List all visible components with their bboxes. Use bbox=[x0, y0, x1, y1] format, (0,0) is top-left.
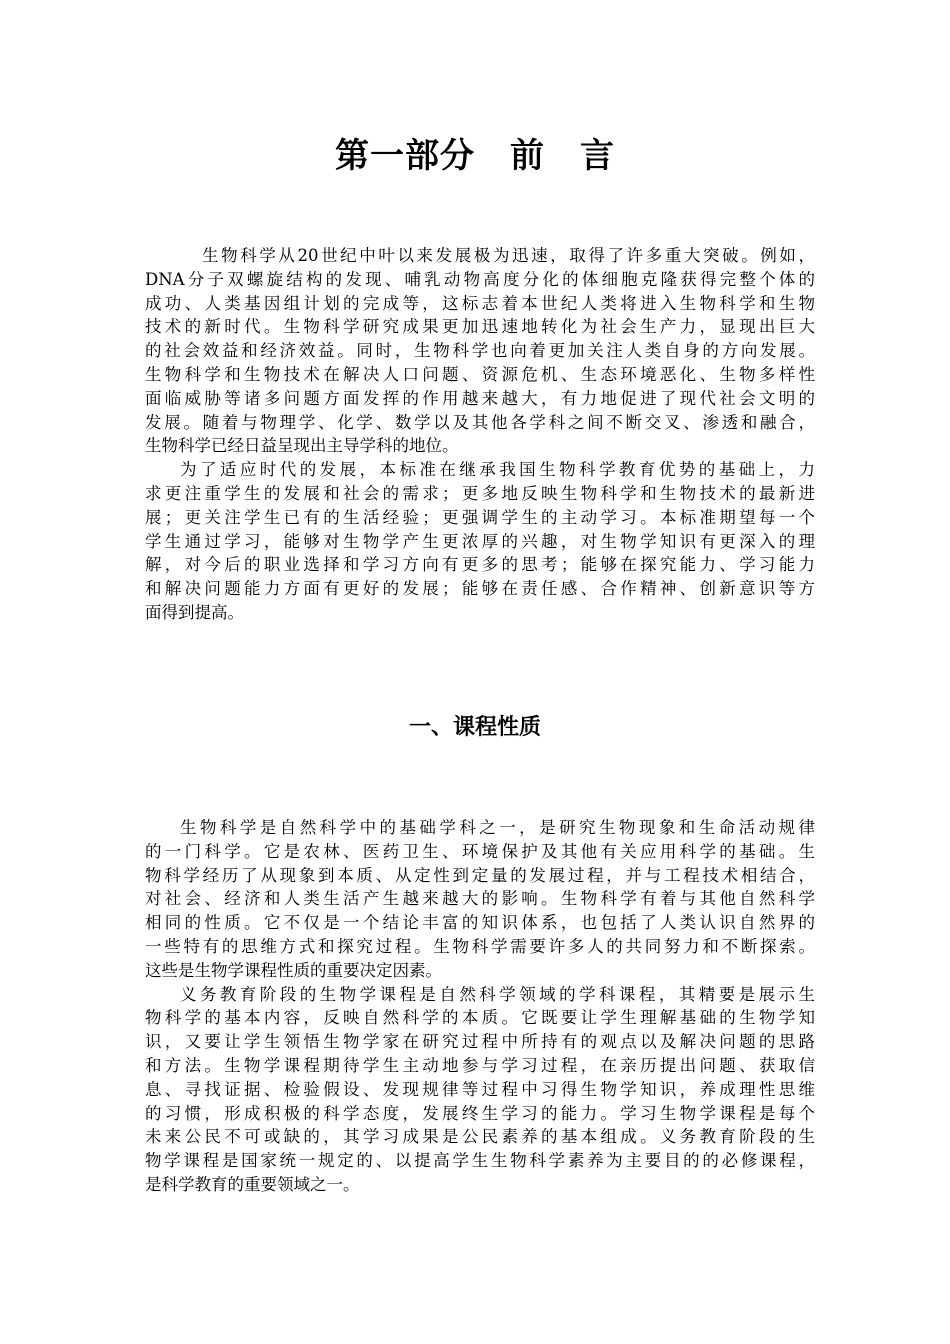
text-line: 技术的新时代。生物科学研究成果更加迅速地转化为社会生产力，显现出巨大 bbox=[145, 317, 815, 337]
text-line: 面得到提高。 bbox=[145, 602, 244, 622]
text-line: 相同的性质。它不仅是一个结论丰富的知识体系，也包括了人类认识自然界的 bbox=[145, 913, 815, 933]
text-line: 息、寻找证据、检验假设、发现规律等过程中习得生物学知识，养成理性思维 bbox=[145, 1079, 815, 1099]
text-line: 对社会、经济和人类生活产生越来越大的影响。生物科学有着与其他自然科学 bbox=[145, 889, 815, 909]
text-line: 未来公民不可或缺的，其学习成果是公民素养的基本组成。义务教育阶段的生 bbox=[145, 1127, 815, 1147]
text-line: 学生通过学习，能够对生物学产生更浓厚的兴趣，对生物学知识有更深入的理 bbox=[145, 531, 815, 551]
section-body bbox=[145, 816, 815, 1197]
text-line: 一些特有的思维方式和探究过程。生物科学需要许多人的共同努力和不断探索。 bbox=[145, 936, 815, 956]
section-title: 一、课程性质 bbox=[408, 715, 541, 740]
section-paragraph-1 bbox=[145, 816, 815, 983]
text-line: 成功、人类基因组计划的完成等，这标志着本世纪人类将进入生物科学和生物 bbox=[145, 293, 815, 313]
text-line: 和解决问题能力方面有更好的发展；能够在责任感、合作精神、创新意识等方 bbox=[145, 579, 815, 599]
text-line: 发展。随着与物理学、化学、数学以及其他各学科之间不断交叉、渗透和融合， bbox=[145, 412, 815, 432]
text-line: 的一门科学。它是农林、医药卫生、环境保护及其他有关应用科学的基础。生 bbox=[145, 841, 815, 861]
text-line: 是科学教育的重要领域之一。 bbox=[145, 1174, 360, 1194]
text-line: 面临威胁等诸多问题方面发挥的作用越来越大，有力地促进了现代社会文明的 bbox=[145, 388, 815, 408]
text-line: 和方法。生物学课程期待学生主动地参与学习过程，在亲历提出问题、获取信 bbox=[145, 1055, 815, 1075]
text-line: 生物科学从20世纪中叶以来发展极为迅速，取得了许多重大突破。例如， bbox=[202, 246, 815, 265]
intro-paragraph-2 bbox=[145, 458, 815, 625]
text-line: 生物科学已经日益呈现出主导学科的地位。 bbox=[145, 436, 459, 456]
section-paragraph-2 bbox=[145, 983, 815, 1197]
text-line: 这些是生物学课程性质的重要决定因素。 bbox=[145, 960, 442, 980]
intro-text bbox=[145, 244, 815, 625]
text-line: 物科学经历了从现象到本质、从定性到定量的发展过程，并与工程技术相结合， bbox=[145, 865, 815, 885]
text-line: 的习惯，形成积极的科学态度，发展终生学习的能力。学习生物学课程是每个 bbox=[145, 1103, 815, 1123]
text-line: 生物科学是自然科学中的基础学科之一，是研究生物现象和生命活动规律 bbox=[180, 818, 815, 837]
part-title: 第一部分 前 言 bbox=[335, 136, 615, 176]
text-line: 义务教育阶段的生物学课程是自然科学领域的学科课程，其精要是展示生 bbox=[180, 984, 815, 1004]
text-line: DNA分子双螺旋结构的发现、哺乳动物高度分化的体细胞克隆获得完整个体的 bbox=[145, 269, 815, 289]
text-line: 生物科学和生物技术在解决人口问题、资源危机、生态环境恶化、生物多样性 bbox=[145, 364, 815, 384]
text-line: 识，又要让学生领悟生物学家在研究过程中所持有的观点以及解决问题的思路 bbox=[145, 1032, 815, 1052]
text-line: 物科学的基本内容，反映自然科学的本质。它既要让学生理解基础的生物学知 bbox=[145, 1008, 815, 1028]
text-line: 展；更关注学生已有的生活经验；更强调学生的主动学习。本标准期望每一个 bbox=[145, 507, 815, 527]
intro-paragraph-1 bbox=[145, 244, 815, 458]
text-line: 的社会效益和经济效益。同时，生物科学也向着更加关注人类自身的方向发展。 bbox=[145, 341, 815, 361]
text-line: 为了适应时代的发展，本标准在继承我国生物科学教育优势的基础上，力 bbox=[180, 460, 815, 480]
text-line: 求更注重学生的发展和社会的需求；更多地反映生物科学和生物技术的最新进 bbox=[145, 483, 815, 503]
text-line: 物学课程是国家统一规定的、以提高学生生物科学素养为主要目的的必修课程， bbox=[145, 1151, 815, 1171]
text-line: 解，对今后的职业选择和学习方向有更多的思考；能够在探究能力、学习能力 bbox=[145, 555, 815, 575]
